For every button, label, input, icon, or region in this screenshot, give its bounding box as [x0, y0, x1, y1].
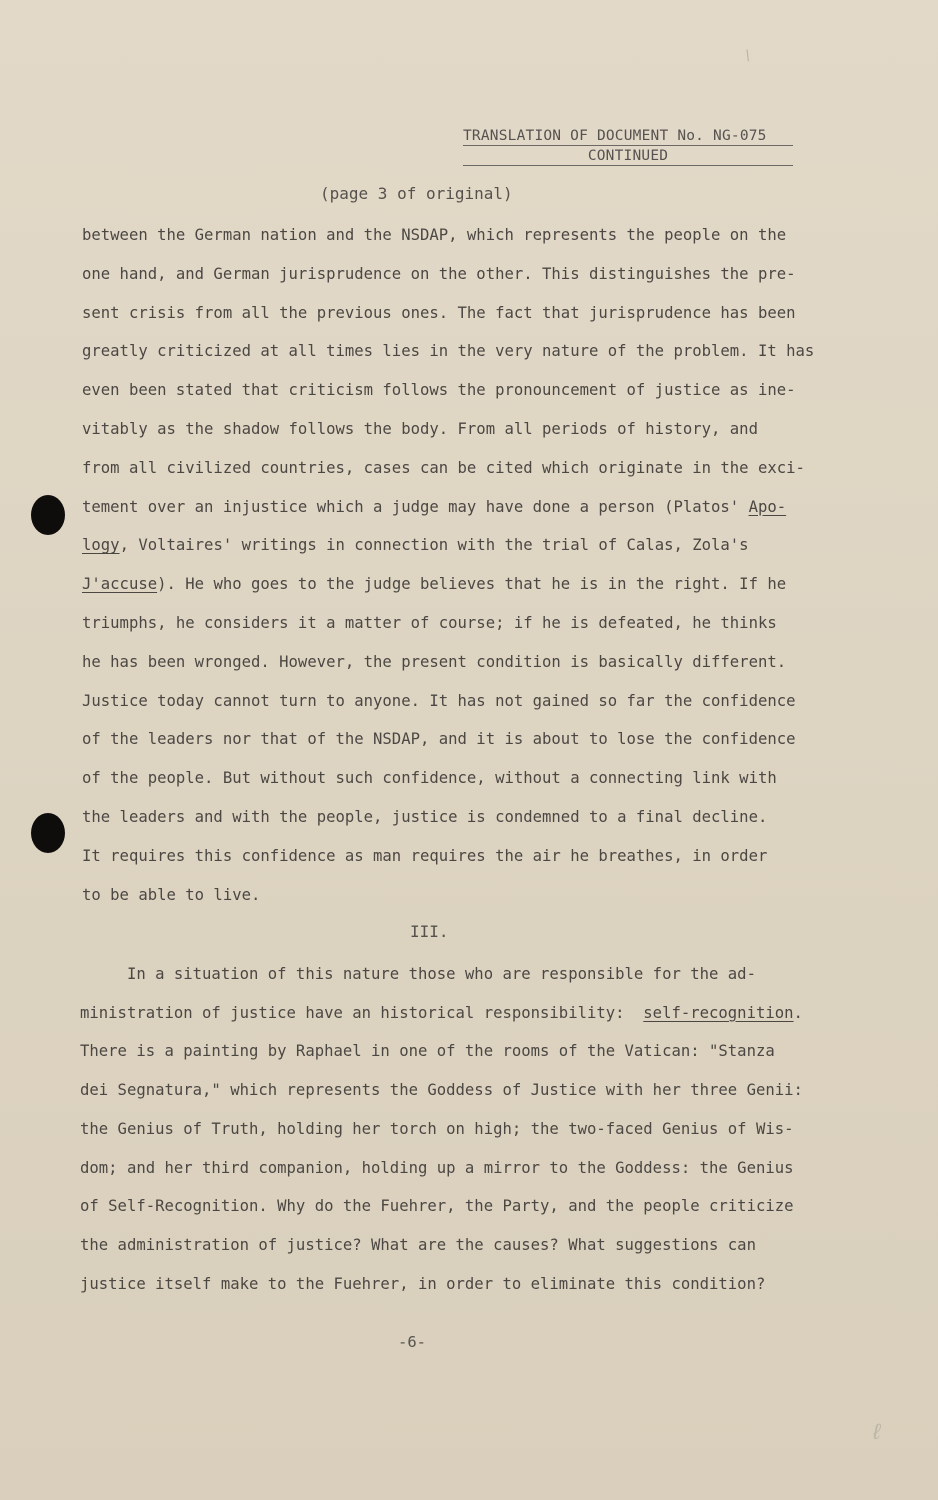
body-paragraph-1: [82, 216, 842, 914]
text-line: of the people. But without such confidence, without a connecting link with: [82, 769, 777, 788]
underlined-title: logy: [82, 536, 120, 555]
text-line: the Genius of Truth, holding her torch on high; the two-faced Genius of Wis-: [80, 1119, 794, 1138]
text-line: It requires this confidence as man requires the air he breathes, in order: [82, 846, 768, 865]
text-line: between the German nation and the NSDAP, which represents the people on the: [82, 226, 787, 244]
header-title: TRANSLATION OF DOCUMENT No. NG-075: [463, 128, 793, 146]
underlined-title: Apo-: [748, 497, 787, 516]
text-line: to be able to live.: [82, 885, 261, 904]
underlined-term: self-recognition: [643, 1003, 794, 1022]
text-line: sent crisis from all the previous ones. The fact that jurisprudence has been: [82, 303, 796, 322]
body-paragraph-2: [80, 955, 840, 1303]
text-segment: , Voltaires' writings in connection with the trial of Calas, Zola's: [119, 536, 749, 555]
text-segment: ). He who goes to the judge believes that he is in the right. If he: [157, 575, 787, 594]
page-reference: (page 3 of original): [320, 184, 513, 203]
text-line: one hand, and German jurisprudence on the other. This distinguishes the pre-: [82, 264, 796, 283]
text-line: the administration of justice? What are the causes? What suggestions can: [80, 1235, 756, 1254]
page-number: -6-: [398, 1333, 426, 1351]
text-line: greatly criticized at all times lies in the very nature of the problem. It has: [82, 342, 815, 361]
text-line: vitably as the shadow follows the body. From all periods of history, and: [82, 419, 758, 438]
pencil-mark: \: [744, 48, 753, 64]
punch-hole: [31, 495, 65, 535]
section-heading: III.: [410, 922, 449, 941]
text-line: from all civilized countries, cases can be cited which originate in the exci-: [82, 458, 805, 477]
text-line: triumphs, he considers it a matter of course; if he is defeated, he thinks: [82, 613, 777, 632]
text-line: the leaders and with the people, justice is condemned to a final decline.: [82, 807, 768, 826]
text-segment: ministration of justice have an historical responsibility:: [80, 1003, 644, 1022]
text-line: he has been wronged. However, the present condition is basically different.: [82, 652, 787, 671]
text-line: dei Segnatura," which represents the Goddess of Justice with her three Genii:: [80, 1081, 803, 1100]
text-line: justice itself make to the Fuehrer, in order to eliminate this condition?: [80, 1274, 766, 1293]
text-line: [82, 488, 842, 527]
header-subtitle: CONTINUED: [463, 146, 793, 166]
text-line: even been stated that criticism follows the pronouncement of justice as ine-: [82, 381, 796, 400]
punch-hole: [31, 813, 65, 853]
pencil-mark: ℓ: [870, 1420, 884, 1445]
text-line: dom; and her third companion, holding up a mirror to the Goddess: the Genius: [80, 1158, 794, 1177]
document-header: [463, 128, 793, 166]
text-line: of the leaders nor that of the NSDAP, and it is about to lose the confidence: [82, 730, 796, 749]
text-line: [80, 994, 840, 1033]
text-line: [82, 565, 842, 604]
text-line: of Self-Recognition. Why do the Fuehrer, the Party, and the people criticize: [80, 1197, 794, 1216]
underlined-title: J'accuse: [82, 575, 158, 594]
text-line: In a situation of this nature those who are responsible for the ad-: [80, 965, 756, 983]
text-segment: tement over an injustice which a judge may have done a person (Platos': [82, 497, 749, 516]
text-line: There is a painting by Raphael in one of the rooms of the Vatican: "Stanza: [80, 1042, 775, 1061]
text-segment: .: [793, 1003, 803, 1022]
text-line: [82, 526, 842, 565]
text-line: Justice today cannot turn to anyone. It has not gained so far the confidence: [82, 691, 796, 710]
